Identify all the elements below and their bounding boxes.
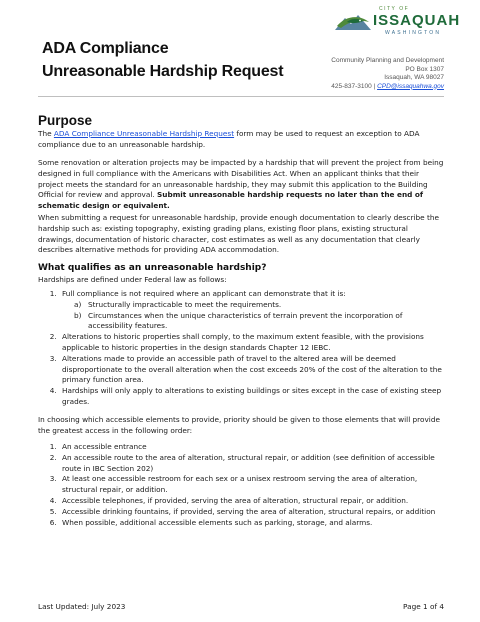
list-item: 4. Hardships will only apply to alterations to existing buildings or sites except in the case of existing steep grades. xyxy=(59,386,444,408)
sub-marker: b) xyxy=(74,310,82,320)
hardship-list xyxy=(38,289,444,408)
contact-block xyxy=(331,57,444,91)
document-title-line1: ADA Compliance xyxy=(42,40,169,57)
list-item: 2. Alterations to historic properties shall comply, to the maximum extent feasible, with the provisions applicable to historic properties in the design standards Chapter 12 IEBC. xyxy=(59,332,444,354)
list-item xyxy=(74,311,444,333)
list-item: 5. Accessible drinking fountains, if provided, serving the area of alteration, structural repairs, or addition xyxy=(59,507,444,518)
list-item: 3. At least one accessible restroom for each sex or a unisex restroom serving the area of alteration, structural repair, or addition. xyxy=(59,474,444,496)
logo-city-of-text: CITY OF xyxy=(379,6,410,12)
purpose-p2-bold: Submit unreasonable hardship requests no later than the end of schematic design or equivalent. xyxy=(38,190,424,211)
purpose-p1-prefix: The xyxy=(38,129,54,138)
purpose-p2-text: Some renovation or alteration projects may be impacted by a hardship that will prevent the project from being designed in full compliance with the Americans with Disabilities Act. When an applicant thinks that their project meets the standard for an unreasonable hardship, they may submit this application to the Building Official for review and approval. xyxy=(38,158,444,200)
list-item: 2. An accessible route to the area of alteration, structural repair, or addition (see definition of accessible route in IBC Section 202) xyxy=(59,453,444,475)
logo-state-text: WASHINGTON xyxy=(385,30,442,36)
list-item: 1. An accessible entrance xyxy=(59,442,444,453)
hardship-sublist xyxy=(62,300,444,332)
form-link[interactable]: ADA Compliance Unreasonable Hardship Request xyxy=(53,129,235,138)
contact-department: Community Planning and Development xyxy=(331,57,444,64)
priority-intro: In choosing which accessible elements to provide, priority should be given to those elements that will provide the greatest access in the following order: xyxy=(38,415,440,435)
logo-city-name: ISSAQUAH xyxy=(373,12,461,29)
hardship-item-1: Full compliance is not required where an applicant can demonstrate that it is: xyxy=(62,289,346,298)
sub-item-text: Structurally impracticable to meet the requirements. xyxy=(88,299,282,309)
list-item: 4. Accessible telephones, if provided, serving the area of alteration, structural repair, or addition. xyxy=(59,496,444,507)
purpose-paragraph-3: When submitting a request for unreasonable hardship, provide enough documentation to clearly describe the hardship such as: existing topography, existing grading plans, existing floor plans, existing structural drawings, documentation of historic character, cost estimates as well as any documentation that clearly describes alternative methods for providing ADA accommodation. xyxy=(38,213,439,255)
sub-marker: a) xyxy=(74,299,82,309)
contact-address2: Issaquah, WA 98027 xyxy=(384,74,444,81)
qualifies-intro: Hardships are defined under Federal law as follows: xyxy=(38,275,227,284)
purpose-paragraph-1 xyxy=(38,129,444,151)
city-logo xyxy=(333,6,461,50)
footer-last-updated: Last Updated: July 2023 xyxy=(38,602,126,611)
qualifies-heading: What qualifies as an unreasonable hardship? xyxy=(38,263,267,273)
contact-address1: PO Box 1307 xyxy=(405,65,444,73)
sub-item-text: Circumstances when the unique characteristics of terrain prevent the incorporation of accessibility features. xyxy=(88,310,403,331)
contact-phone: 425-837-3100 xyxy=(331,82,372,90)
salmon-mountains-icon xyxy=(333,8,373,38)
list-item: 6. When possible, additional accessible elements such as parking, storage, and alarms. xyxy=(59,518,444,529)
list-item xyxy=(59,289,444,332)
priority-list xyxy=(38,442,444,528)
purpose-p1-suffix: form may be used to request an exception to ADA compliance due to an unreasonable hardship. xyxy=(38,129,420,149)
document-title-line2: Unreasonable Hardship Request xyxy=(42,63,284,80)
list-item: 3. Alterations made to provide an accessible path of travel to the altered area will be deemed disproportionate to the overall alteration when the cost exceeds 20% of the cost of the alteration to the primary function area. xyxy=(59,354,444,386)
purpose-paragraph-2 xyxy=(38,158,444,212)
contact-email-link[interactable]: CPD@issaquahwa.gov xyxy=(377,82,444,90)
list-item xyxy=(74,300,444,311)
contact-separator: | xyxy=(373,82,376,90)
header-divider xyxy=(38,96,444,97)
footer-page-number: Page 1 of 4 xyxy=(403,602,444,611)
purpose-heading: Purpose xyxy=(38,113,93,128)
contact-phone-email xyxy=(331,83,444,92)
